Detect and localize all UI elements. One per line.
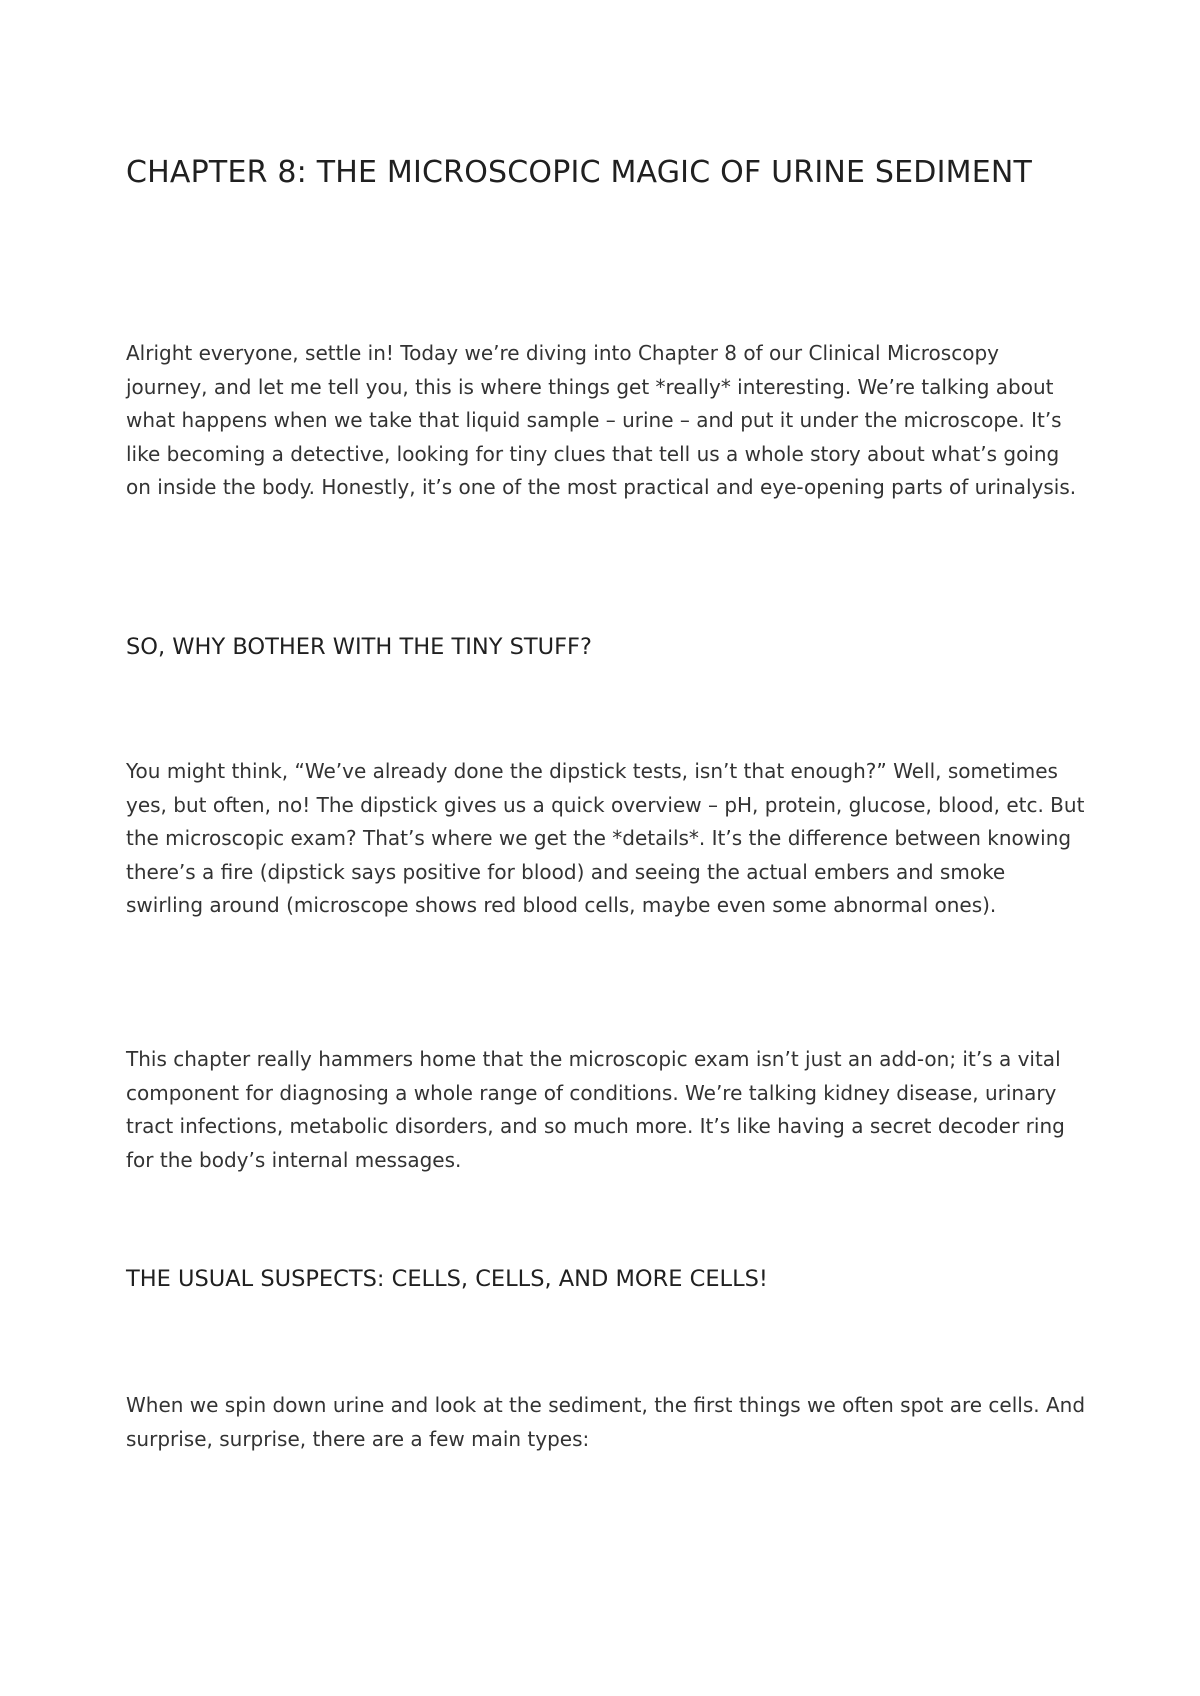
section-heading-why-bother: SO, WHY BOTHER WITH THE TINY STUFF?	[126, 634, 592, 660]
intro-paragraph: Alright everyone, settle in! Today we’re diving into Chapter 8 of our Clinical Microscopy journey, and let me tell you, this is where things get *really* interesting. We’re talking about what happens when we take that liquid sample – urine – and put it under the microscope. It’s like becoming a detective, looking for tiny clues that tell us a whole story about what’s going on inside the body. Honestly, it’s one of the most practical and eye-opening parts of urinalysis.	[126, 341, 1077, 499]
paragraph-cells-intro: When we spin down urine and look at the sediment, the first things we often spot are cells. And surprise, surprise, there are a few main types:	[126, 1393, 1086, 1451]
paragraph-dipstick-vs-microscope: You might think, “We’ve already done the dipstick tests, isn’t that enough?” Well, sometimes yes, but often, no! The dipstick gives us a quick overview – pH, protein, glucose, blood, etc. But the microscopic exam? That’s where we get the *details*. It’s the difference between knowing there’s a fire (dipstick says positive for blood) and seeing the actual embers and smoke swirling around (microscope shows red blood cells, maybe even some abnormal ones).	[126, 759, 1085, 917]
chapter-title: CHAPTER 8: THE MICROSCOPIC MAGIC OF URINE SEDIMENT	[126, 155, 1033, 190]
paragraph-vital-component: This chapter really hammers home that the microscopic exam isn’t just an add-on; it’s a vital component for diagnosing a whole range of conditions. We’re talking kidney disease, urinary tract infections, metabolic disorders, and so much more. It’s like having a secret decoder ring for the body’s internal messages.	[126, 1047, 1065, 1172]
section-heading-usual-suspects: THE USUAL SUSPECTS: CELLS, CELLS, AND MORE CELLS!	[126, 1266, 768, 1292]
